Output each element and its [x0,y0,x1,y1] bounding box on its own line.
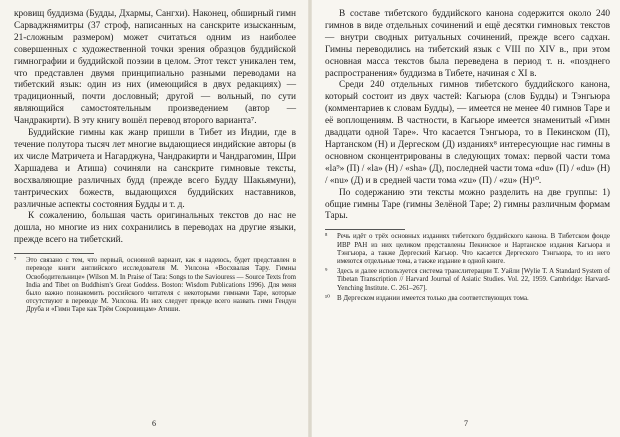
left-paragraph-1: кровищ буддизма (Будды, Дхармы, Сангхи). Наконец, обширный гимн Сарваджнямитры (37 строф, написанных на санскрите изысканным, 21-сложным размером) может считаться одним из наиболее совершенных с художественной точки зрения образцов буддийской гимнографии и буддийской поэзии в целом. Этот текст уникален тем, что представлен двумя принципиально разными переводами на тибетский язык: один из них (имеющийся в двух редакциях) — традиционный, почти дословный; другой — вольный, по сути являющийся самостоятельным произведением (автор — Чандракирти). В эту книгу вошёл перевод второго варианта⁷. [14,9,296,127]
left-paragraph-2: Буддийские гимны как жанр пришли в Тибет из Индии, где в течение полутора тысяч лет многие выдающиеся индийские авторы (в их числе Матричета и Нагарджуна, Чандракирти и Чандрагомин, Шри Харшадева и Атиша) сочиняли на санскрите гимновые тексты, восхваляющие различных будд (прежде всего Будду Шакьямуни), тантрических божеств, выдающихся буддийских наставников, различные аспекты состояния Будды и т. д. [14,128,296,210]
right-footnotes [325,233,610,303]
footnote-text: В Дергеском издании имеется только два соответствующих тома. [337,294,529,302]
footnote-number: ¹⁰ [325,294,330,302]
right-paragraph-2: Среди 240 отдельных гимнов тибетского буддийского канона, который состоит из двух частей: Кагьюра (слов Будды) и Тэнгьюра (комментариев к словам Будды), — имеется не менее 40 гимнов Таре и её воплощениям. В частности, в Кагьюре имеется знаменитый «Гимн двадцати одной Таре». Что касается Тэнгьюра, то в Пекинском (П), Нартанском (Н) и Дергеском (Д) изданиях⁸ интересующие нас гимны в основном сконцентрированы в следующих томах: первой части тома «la⁹» (П) / «la» (Н) / «sha» (Д), последней части тома «du» (П) / «du» (Н) / «nu» (Д) и в средней части тома «zu» (П) / «zu» (Н)¹⁰. [325,80,610,186]
left-footnotes [14,257,296,314]
right-page-number: 7 [464,419,468,428]
footnote-10 [325,295,610,303]
left-page [0,0,308,437]
footnote-7 [14,257,296,314]
footnote-divider [325,229,405,230]
footnote-divider [14,253,94,254]
right-paragraph-1: В составе тибетского буддийского канона содержится около 240 гимнов в виде отдельных сочинений и ещё десятки гимновых текстов — внутри сводных ритуальных сочинений, прежде всего садхан. Гимны переводились на тибетский язык с VIII по XIV в., при этом основная масса текстов была переведена в период т. н. «позднего распространения» буддизма в Тибете, начиная с XI в. [325,9,610,79]
footnote-text: Это связано с тем, что первый, основной вариант, как я надеюсь, будет представлен в переводе книги английского исследователя М. Уилсона «Восхвалая Тару. Гимны Освободительнице» (Wilson M. In Praise of Tara: Songs to the Saviouress — Source Texts from India and Tibet on Buddhism's Great Goddess. Boston: Wisdom Publications 1996). Для меня было важно познакомить российского читателя с некоторыми гимнами Таре, которые отсутствуют в переводе М. Уилсона. Из них следует прежде всего назвать гимн Гендун Друба и «Гимн Таре как Трём Сокровищам» Атиши. [26,257,296,314]
left-paragraph-3: К сожалению, большая часть оригинальных текстов до нас не дошла, но многие из них сохранились в переводах на другие языки, прежде всего на тибетский. [14,211,296,246]
footnote-text: Речь идёт о трёх основных изданиях тибетского буддийского канона. В Тибетском фонде ИВР РАН из них целиком представлены Пекинское и Нартанское издания Кагьюра и Тэнгьюра, а также Дергеский Кагьюр. Что касается Дергеского Тэнгьюра, то из него имеются отдельные тома, а также издание в одной книге. [337,233,610,265]
footnote-number: ⁹ [325,268,328,276]
right-page [312,0,620,437]
footnote-8 [325,233,610,266]
footnote-text: Здесь и далее используется система транслитерации Т. Уайли [Wylie T. A Standard System of Tibetan Transcription // Harvard Journal of Asiatic Studies. Vol. 22, 1959. Cambridge: Harvard-Yenching Institute. С. 261–267]. [337,268,610,292]
right-paragraph-3: По содержанию эти тексты можно разделить на две группы: 1) общие гимны Таре (гимны Зелёной Таре; 2) гимны различным формам Тары. [325,187,610,222]
footnote-9 [325,268,610,293]
right-body-text [325,9,610,223]
footnote-number: ⁸ [325,233,328,241]
left-body-text [14,9,296,247]
footnote-number: ⁷ [14,257,17,265]
left-page-number: 6 [152,419,156,428]
